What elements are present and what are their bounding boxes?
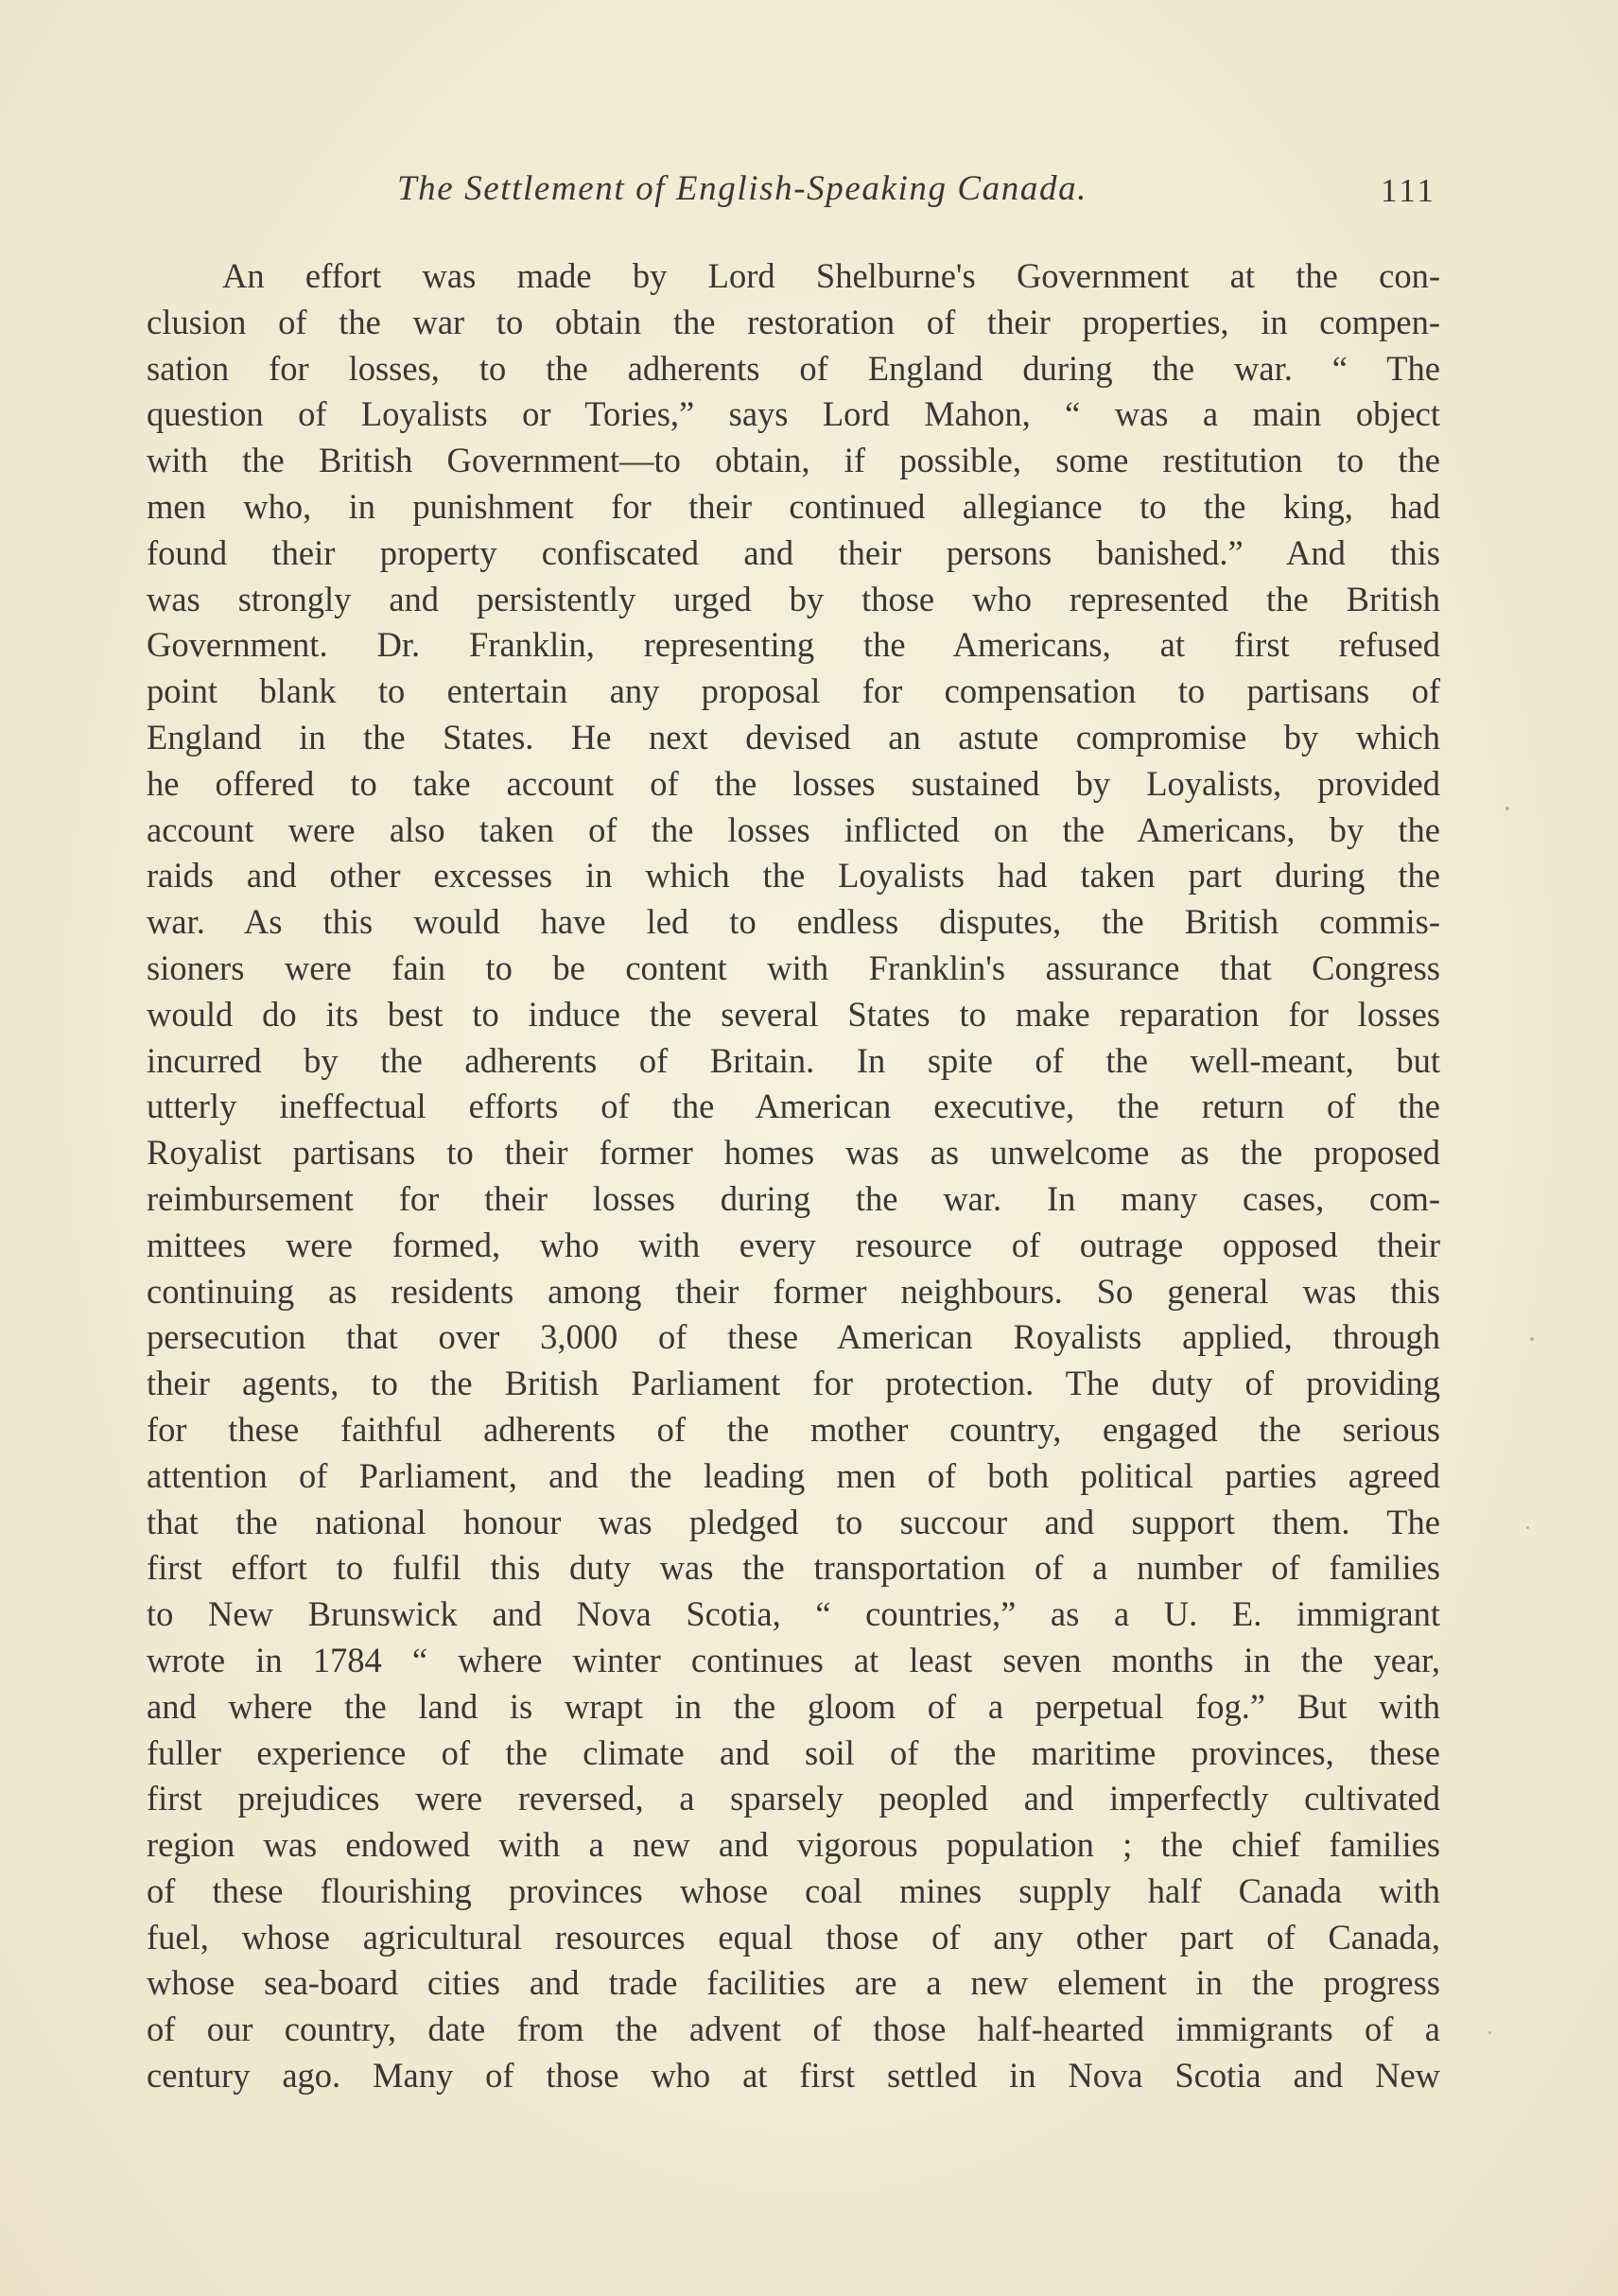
text-line: region was endowed with a new and vigorous population ; the chief families <box>147 1825 1440 1865</box>
running-head <box>0 168 1618 225</box>
text-line: first prejudices were reversed, a sparsely peopled and imperfectly cultivated <box>147 1779 1440 1818</box>
paper-speck <box>1505 807 1509 810</box>
text-line: that the national honour was pledged to succour and support them. The <box>147 1502 1440 1541</box>
text-line: point blank to entertain any proposal for compensation to partisans of <box>147 671 1440 711</box>
text-line: England in the States. He next devised an astute compromise by which <box>147 717 1440 757</box>
page-number: 111 <box>1381 172 1436 209</box>
text-line: found their property confiscated and their persons banished.” And this <box>147 532 1440 572</box>
text-line: their agents, to the British Parliament for protection. The duty of providing <box>147 1364 1440 1403</box>
text-line: he offered to take account of the losses sustained by Loyalists, provided <box>147 763 1440 803</box>
text-line: to New Brunswick and Nova Scotia, “ countries,” as a U. E. immigrant <box>147 1594 1440 1634</box>
text-line: An effort was made by Lord Shelburne's Government at the con- <box>222 256 1440 295</box>
text-line: of our country, date from the advent of those half-hearted immigrants of a <box>147 2009 1440 2049</box>
text-line: account were also taken of the losses inflicted on the Americans, by the <box>147 809 1440 849</box>
text-line: with the British Government—to obtain, if possible, some restitution to the <box>147 441 1440 480</box>
paper-speck <box>1530 1337 1534 1341</box>
text-line: was strongly and persistently urged by those who represented the British <box>147 579 1440 618</box>
text-line: incurred by the adherents of Britain. In spite of the well-meant, but <box>147 1040 1440 1080</box>
text-line: men who, in punishment for their continued allegiance to the king, had <box>147 486 1440 526</box>
text-line: utterly ineffectual efforts of the American executive, the return of the <box>147 1087 1440 1126</box>
text-line: clusion of the war to obtain the restoration of their properties, in compen- <box>147 302 1440 341</box>
text-line: first effort to fulfil this duty was the transportation of a number of families <box>147 1548 1440 1588</box>
text-line: wrote in 1784 “ where winter continues at least seven months in the year, <box>147 1640 1440 1679</box>
text-line: would do its best to induce the several States to make reparation for losses <box>147 994 1440 1034</box>
text-line: sation for losses, to the adherents of England during the war. “ The <box>147 348 1440 388</box>
text-line: century ago. Many of those who at first settled in Nova Scotia and New <box>147 2056 1440 2096</box>
text-line: whose sea-board cities and trade facilities are a new element in the progress <box>147 1963 1440 2003</box>
text-line: continuing as residents among their former neighbours. So general was this <box>147 1271 1440 1311</box>
text-line: for these faithful adherents of the mother country, engaged the serious <box>147 1409 1440 1449</box>
text-line: attention of Parliament, and the leading men of both political parties agreed <box>147 1455 1440 1495</box>
text-line: sioners were fain to be content with Franklin's assurance that Congress <box>147 948 1440 987</box>
running-title: The Settlement of English-Speaking Canada. <box>397 169 1088 208</box>
text-line: fuller experience of the climate and soil of the maritime provinces, these <box>147 1732 1440 1772</box>
paper-speck <box>1488 2031 1491 2034</box>
text-line: war. As this would have led to endless disputes, the British commis- <box>147 902 1440 942</box>
text-line: and where the land is wrapt in the gloom of a perpetual fog.” But with <box>147 1686 1440 1726</box>
text-line: question of Loyalists or Tories,” says Lord Mahon, “ was a main object <box>147 394 1440 434</box>
text-line: raids and other excesses in which the Loyalists had taken part during the <box>147 856 1440 896</box>
body-paragraph <box>147 253 1440 2099</box>
text-line: mittees were formed, who with every resource of outrage opposed their <box>147 1225 1440 1264</box>
text-line: reimbursement for their losses during the war. In many cases, com- <box>147 1178 1440 1218</box>
text-line: Government. Dr. Franklin, representing the Americans, at first refused <box>147 625 1440 665</box>
text-line: Royalist partisans to their former homes was as unwelcome as the proposed <box>147 1133 1440 1173</box>
text-line: of these flourishing provinces whose coal mines supply half Canada with <box>147 1870 1440 1910</box>
text-line: persecution that over 3,000 of these American Royalists applied, through <box>147 1317 1440 1357</box>
paper-speck <box>1526 1526 1529 1529</box>
text-line: fuel, whose agricultural resources equal those of any other part of Canada, <box>147 1917 1440 1957</box>
